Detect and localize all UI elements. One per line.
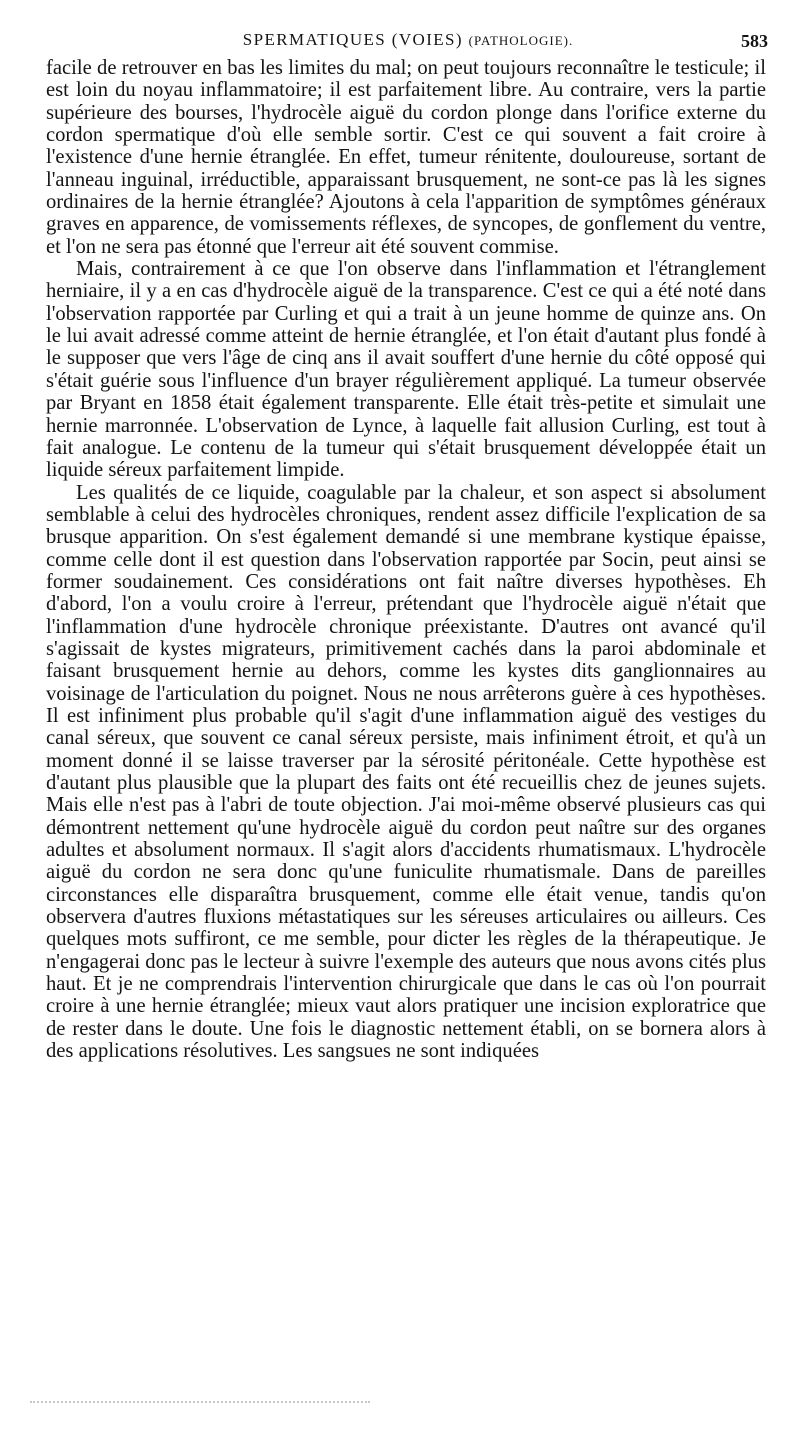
running-title [46,30,770,50]
paragraph: Mais, contrairement à ce que l'on observe dans l'inflammation et l'étranglement herniaire, il y a en cas d'hydrocèle aiguë de la transparence. C'est ce qui a été noté dans l'observation rapportée par Curling et qui a trait à un jeune homme de quinze ans. On le lui avait adressé comme atteint de hernie étranglée, et l'on était d'autant plus fondé à le supposer que vers l'âge de cinq ans il avait souffert d'une hernie du côté opposé qui s'était guérie sous l'influence d'un brayer régulièrement appliqué. La tumeur observée par Bryant en 1858 était également transparente. Elle était très-petite et simulait une hernie marronnée. L'observation de Lynce, à laquelle fait allusion Curling, est tout à fait analogue. Le contenu de la tumeur qui s'était brusquement développée était un liquide séreux parfaitement limpide. [46,258,766,482]
paragraph: Les qualités de ce liquide, coagulable par la chaleur, et son aspect si absolument semblable à celui des hydrocèles chroniques, rendent assez difficile l'explication de sa brusque apparition. On s'est également demandé si une membrane kystique épaisse, comme celle dont il est question dans l'observation rapportée par Socin, peut ainsi se former soudainement. Ces considérations ont fait naître diverses hypothèses. Eh d'abord, l'on a voulu croire à l'erreur, prétendant que l'hydrocèle aiguë n'était que l'inflammation d'une hydrocèle chronique préexistante. D'autres ont avancé qu'il s'agissait de kystes migrateurs, primitivement cachés dans la paroi abdominale et faisant brusquement hernie au dehors, comme les kystes dits ganglionnaires au voisinage de l'articulation du poignet. Nous ne nous arrêterons guère à ces hypothèses. Il est infiniment plus probable qu'il s'agit d'une inflammation aiguë des vestiges du canal séreux, que souvent ce canal séreux persiste, mais infiniment étroit, et qu'à un moment donné il se laisse traverser par la sérosité péritonéale. Cette hypothèse est d'autant plus plausible que la plupart des faits ont été recueillis chez de jeunes sujets. Mais elle n'est pas à l'abri de toute objection. J'ai moi-même observé plusieurs cas qui démontrent nettement qu'une hydrocèle aiguë du cordon peut naître sur des organes adultes et absolument normaux. Il s'agit alors d'accidents rhumatismaux. L'hydrocèle aiguë du cordon ne sera donc qu'une funiculite rhumatismale. Dans de pareilles circonstances elle disparaîtra brusquement, comme elle était venue, tandis qu'on observera d'autres fluxions métastatiques sur les séreuses articulaires ou ailleurs. Ces quelques mots suffiront, ce me semble, pour dicter les règles de la thérapeutique. Je n'engagerai donc pas le lecteur à suivre l'exemple des auteurs que nous avons cités plus haut. Et je ne comprendrais l'intervention chirurgicale que dans le cas où l'on pourrait croire à une hernie étranglée; mieux vaut alors pratiquer une incision exploratrice que de rester dans le doute. Une fois le diagnostic nettement établi, on se bornera alors à des applications résolutives. Les sangsues ne sont indiquées [46,481,766,1063]
page-number: 583 [741,31,768,51]
body-text [46,57,766,1062]
running-title-main: SPERMATIQUES (VOIES) [242,30,463,49]
scan-artifact-line [30,1401,370,1405]
running-title-sub: (PATHOLOGIE). [468,33,574,48]
paragraph-continued: facile de retrouver en bas les limites du mal; on peut toujours reconnaître le testicule; il est loin du noyau inflammatoire; il est parfaitement libre. Au contraire, vers la partie supérieure des bourses, l'hydrocèle aiguë du cordon plonge dans l'orifice externe du cordon spermatique d'où elle semble sortir. C'est ce qui souvent a fait croire à l'existence d'une hernie étranglée. En effet, tumeur rénitente, douloureuse, sortant de l'anneau inguinal, irréductible, apparaissant brusquement, ne sont-ce pas là les signes ordinaires de la hernie étranglée? Ajoutons à cela l'apparition de symptômes généraux graves en apparence, de vomissements réflexes, de syncopes, de gonflement du ventre, et l'on ne sera pas étonné que l'erreur ait été souvent commise. [46,57,766,258]
running-header [46,30,770,56]
